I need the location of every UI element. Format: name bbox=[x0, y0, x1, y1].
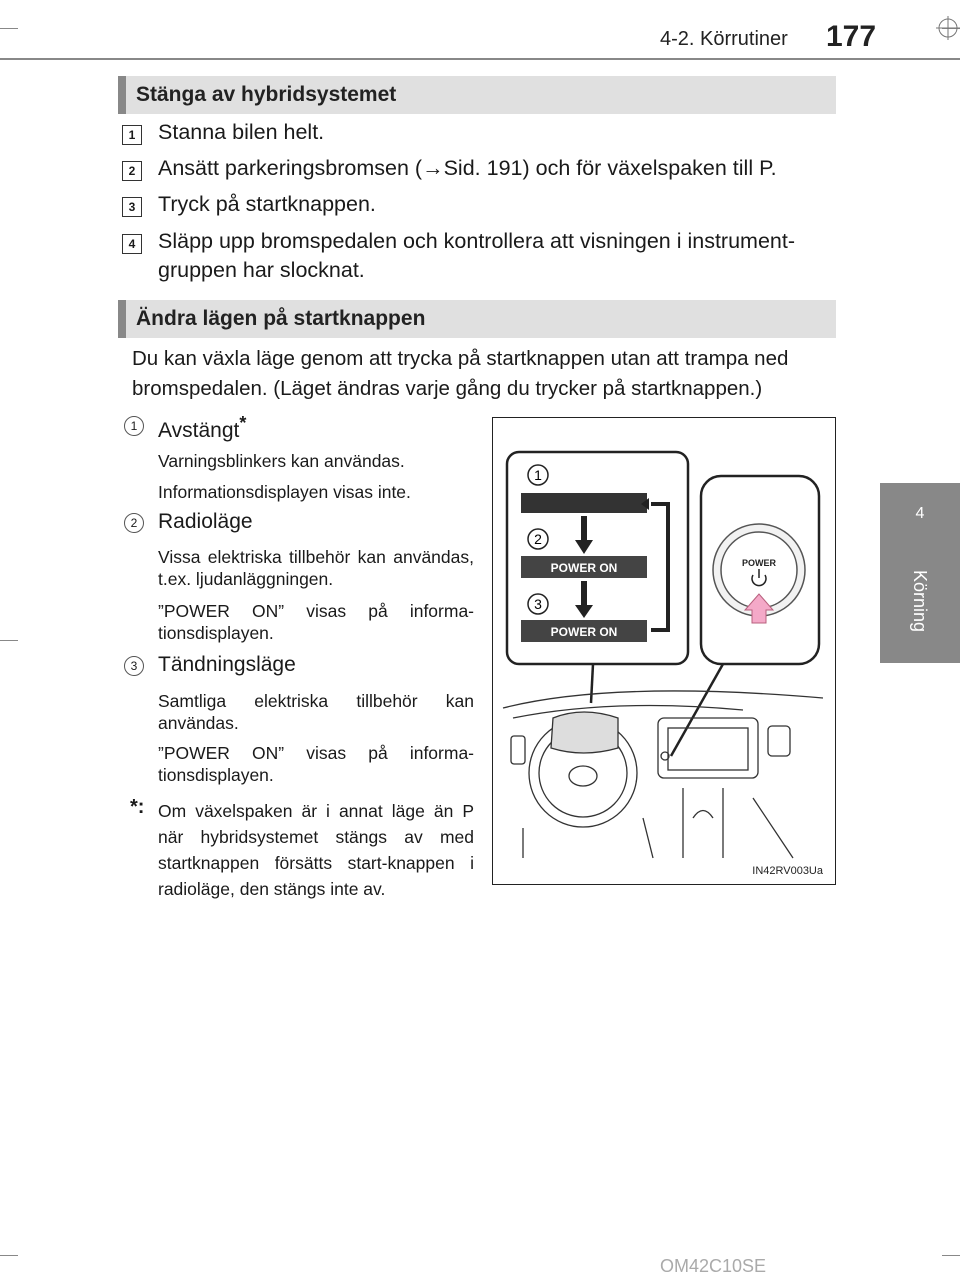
step-text: Släpp upp bromspedalen och kontrollera att visningen i instrument- bbox=[158, 229, 796, 253]
step-text: Tryck på startknappen. bbox=[158, 192, 376, 216]
chapter-label-wrap bbox=[870, 570, 960, 680]
mode-description: Samtliga elektriska tillbehör kan användas. bbox=[158, 691, 474, 733]
registration-mark-icon bbox=[936, 16, 960, 40]
mode-description: Varningsblinkers kan användas. bbox=[158, 451, 405, 471]
header-section-title: 4-2. Körrutiner bbox=[660, 28, 788, 50]
step-number-box: 2 bbox=[122, 161, 142, 181]
section-heading: Ändra lägen på startknappen bbox=[118, 300, 836, 338]
footnote-mark: *: bbox=[130, 796, 145, 818]
intro-paragraph-line: Du kan växla läge genom att trycka på startknappen utan att trampa ned bbox=[132, 347, 789, 370]
mode-number-circle: 3 bbox=[124, 656, 144, 676]
mode-number-circle: 2 bbox=[124, 513, 144, 533]
figure-label: 3 bbox=[534, 596, 542, 612]
display-text: POWER ON bbox=[550, 625, 618, 639]
power-switch-illustration bbox=[493, 418, 834, 883]
chapter-label: Körning bbox=[910, 570, 930, 633]
mode-title bbox=[158, 413, 246, 443]
footnote-text: Om växelspaken är i annat läge än P när hybridsystemet stängs av med startknappen försätts start-knappen i radioläge, den stängs inte av. bbox=[158, 801, 474, 899]
figure-label: 2 bbox=[534, 531, 542, 547]
mode-description: Informationsdisplayen visas inte. bbox=[158, 482, 411, 502]
step-text: Ansätt parkeringsbromsen (→Sid. 191) och för växelspaken till P. bbox=[158, 156, 777, 180]
step-number-box: 4 bbox=[122, 234, 142, 254]
display-text: POWER ON bbox=[550, 561, 618, 575]
header-rule bbox=[0, 58, 960, 60]
mode-title: Radioläge bbox=[158, 510, 253, 533]
step-text-continued: gruppen har slocknat. bbox=[158, 258, 365, 282]
footer-watermark: OM42C10SE bbox=[660, 1256, 767, 1276]
chapter-number: 4 bbox=[915, 505, 925, 522]
mode-title: Tändningsläge bbox=[158, 653, 296, 676]
figure-frame bbox=[492, 417, 836, 885]
crop-mark bbox=[0, 28, 18, 29]
crop-mark bbox=[942, 1255, 960, 1256]
chapter-tab bbox=[880, 483, 960, 563]
mode-number-circle: 1 bbox=[124, 416, 144, 436]
crop-mark bbox=[0, 1255, 18, 1256]
page-number: 177 bbox=[826, 20, 877, 53]
intro-paragraph-line: bromspedalen. (Läget ändras varje gång du trycker på startknappen.) bbox=[132, 377, 763, 400]
crop-mark bbox=[0, 640, 18, 641]
step-number-box: 3 bbox=[122, 197, 142, 217]
mode-description: ”POWER ON” visas på informa-tionsdisplayen. bbox=[158, 743, 474, 785]
figure-label: 1 bbox=[534, 467, 542, 483]
step-text: Stanna bilen helt. bbox=[158, 120, 325, 144]
asterisk-mark: * bbox=[239, 413, 247, 433]
mode-description: Vissa elektriska tillbehör kan användas, t.ex. ljudanläggningen. bbox=[158, 547, 474, 589]
figure-code: IN42RV003Ua bbox=[752, 865, 823, 877]
step-number-box: 1 bbox=[122, 125, 142, 145]
button-text: POWER bbox=[741, 558, 777, 568]
section-heading: Stänga av hybridsystemet bbox=[118, 76, 836, 114]
mode-description: ”POWER ON” visas på informa-tionsdisplayen. bbox=[158, 601, 474, 643]
mode-title-text: Avstängt bbox=[158, 419, 240, 442]
